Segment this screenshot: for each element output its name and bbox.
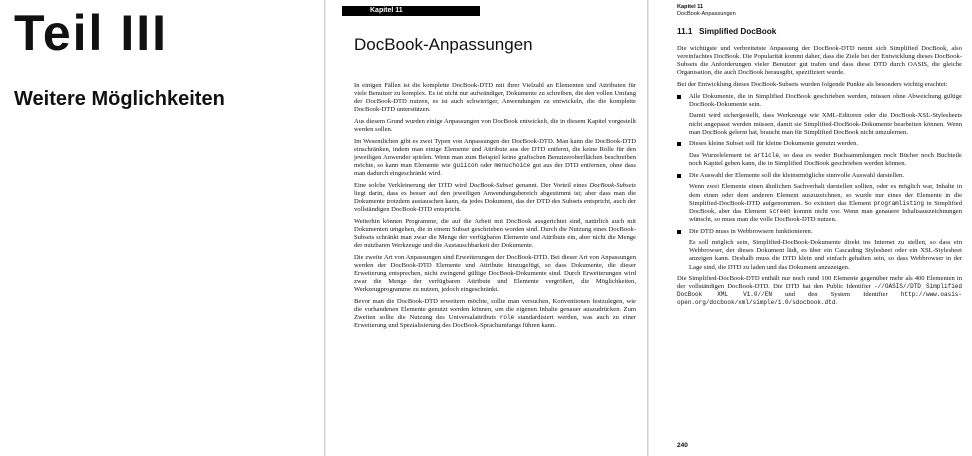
- part-title-page: [0, 0, 325, 456]
- section-page: [649, 0, 972, 456]
- running-header-title: DocBook-Anpassungen: [677, 11, 736, 17]
- list-item-text: Damit wird sichergestellt, dass Werkzeuge wie XML-Editoren oder die DocBook-XSL-Stylesheets nicht angepasst werden müssen, damit sie Simplified-DocBook-Dokumente bearbeiten können. Wenn man DocBook gelernt hat, braucht man für Simplified DocBook nicht umzulernen.: [689, 112, 962, 136]
- paragraph: Aus diesem Grund wurden einige Anpassungen von DocBook entwickelt, die in diesem Kapitel vorgestellt werden sollen.: [354, 117, 636, 134]
- list-item-text: Es soll möglich sein, Simplified-DocBook-Dokumente direkt ins Internet zu stellen, so dass ein Webbrowser, der dieses Dokument lädt, es über ein Cascading Stylesheet oder ein XSL-Stylesheet anzeigen kann. Deshalb muss die DTD klein und einfach gehalten sein, so dass Webbrowser in der Lage sind, die DTD zu laden und das Dokument anzuzeigen.: [689, 239, 962, 271]
- code-term: role: [499, 314, 515, 321]
- section-heading: [677, 27, 776, 36]
- code-term: -//OASIS//DTD Simplified DocBook XML V1.0//EN: [677, 283, 963, 299]
- code-term: menuchoice: [494, 162, 531, 170]
- chapter-body: [354, 82, 636, 334]
- part-subtitle: Weitere Möglichkeiten: [14, 88, 225, 110]
- paragraph: Bevor man die DocBook-DTD erweitern möchte, sollte man versuchen, Konventionen festzulegen, wie die vorhandenen Elemente genutzt werden können, um die eigenen Inhalte genauer auszudrücken. Zum Zweiten sollte die Nutzung des Universalattributs role standardisiert werden, was auch zu einer Erweiterung und Spezialisierung des DocBook-Sprachumfangs führen kann.: [354, 297, 636, 330]
- code-term: screen: [768, 207, 791, 215]
- code-term: article: [753, 152, 779, 159]
- paragraph: Die wichtigste und verbreitetste Anpassung der DocBook-DTD nennt sich Simplified DocBook, also vereinfachtes DocBook. Die Popularität kommt daher, dass die Ziele bei der Entwicklung dieses DocBook-Subsets die Anforderungen vieler Benutzer gut trafen und dass diese DTD durch OASIS, die gleiche Organisation, die auch DocBook herausgibt, spezifiziert wurde.: [677, 45, 962, 77]
- running-header-chapter: Kapitel 11: [677, 4, 704, 10]
- code-term: guiicon: [452, 162, 479, 170]
- running-header: [677, 4, 736, 18]
- list-item-text: Das Wurzelelement ist article, so dass es weder Buchsammlungen noch Bücher noch Buchteile noch Kapitel geben kann, die in Simplified DocBook geschrieben werden können.: [689, 152, 962, 168]
- paragraph: Weiterhin können Programme, die auf die Arbeit mit DocBook ausgerichtet sind, natürlich auch mit Dokumenten umgehen, die in einem Subset geschrieben worden sind. Durch die Nutzung eines DocBook-Subsets schränkt man zwar die Menge der verfügbaren Elemente und Attribute ein, aber nicht die Menge der nutzbaren Werkzeuge und die Austauschbarkeit der Dokumente.: [354, 217, 636, 250]
- chapter-title: DocBook-Anpassungen: [354, 35, 533, 54]
- code-term: programlisting: [873, 199, 924, 207]
- list-item-text: Wenn zwei Elemente einen ähnlichen Sachverhalt darstellen sollten, oder es möglich war, Inhalte in dem einen oder dem anderen Element auszuzeichnen, so wurde nur eines der Elemente in die Simplified-DocBook-DTD aufgenommen. So existiert das Element programlisting in Simplified DocBook, aber das Element screen kommt nicht vor. Wenn man genauere Inhaltsauszeichnungen wünscht, so muss man die volle DocBook-DTD nutzen.: [689, 183, 963, 223]
- chapter-label-bar: Kapitel 11: [342, 6, 480, 16]
- paragraph: In einigen Fällen ist die komplette DocBook-DTD mit ihrer Vielzahl an Elementen und Attributen für viele Benutzer zu komplex. Es ist nicht nur aufwändiger, Dokumente zu schreiben, die den vollen Umfang der DocBook-DTD nutzen, es ist auch schwieriger, Anwendungen zu entwickeln, die die komplette DocBook-DTD unterstützen.: [354, 82, 636, 114]
- list-item: Alle Dokumente, die in Simplified DocBook geschrieben werden, müssen ohne Abweichung gültige DocBook-Dokumente sein.: [677, 93, 962, 109]
- emphasis: DocBook-Subset: [469, 181, 514, 189]
- page-number: 240: [677, 442, 688, 449]
- section-number: 11.1: [677, 27, 693, 36]
- section-title: Simplified DocBook: [699, 27, 777, 36]
- paragraph: Eine solche Verkleinerung der DTD wird DocBook-Subset genannt. Der Vorteil eines DocBook-Subsets liegt darin, dass es besser auf den jeweiligen Anwendungsbereich abgestimmt ist; aber dass man die Dokumente trotzdem austauschen kann, da jedes Dokument, das der DTD des Subsets entspricht, auch der vollständigen DocBook-DTD entspricht.: [354, 181, 636, 214]
- list-item: Die Auswahl der Elemente soll die kleinstmögliche sinnvolle Auswahl darstellen.: [677, 172, 962, 180]
- emphasis: DocBook-Subsets: [589, 181, 636, 189]
- section-body: [677, 45, 962, 311]
- paragraph: Bei der Entwicklung dieses DocBook-Subsets wurden folgende Punkte als besonders wichtig erachtet:: [677, 80, 948, 88]
- paragraph: Im Wesentlichen gibt es zwei Typen von Anpassungen der DocBook-DTD. Man kann die DocBook-DTD einschränken, indem man einige Elemente und Attribute aus der DTD entfernt, die keine Rolle für den jeweiligen Anwender spielen. Wenn man zum Beispiel keine grafischen Benutzeroberflächen beschreiben möchte, so kann man Elemente wie guiicon oder menuchoice gut aus der DTD entfernen, ohne dass man dadurch eingeschränkt wird.: [354, 137, 636, 178]
- code-term: http://www.oasis-open.org/docbook/xml/simple/1.0/sdocbook.dtd: [677, 291, 962, 307]
- paragraph: Die zweite Art von Anpassungen sind Erweiterungen der DocBook-DTD. Bei dieser Art von Anpassungen werden der DocBook-DTD Elemente und Attribute hinzugefügt, so dass Dokumente, die dieser Erweiterung entsprechen, nicht zwingend gültige DocBook-Dokumente sind. Durch Erweiterungen wird zwar die Menge der verfügbaren Attribute und Elemente vergrößert, die Möglichkeiten, Werkzeugprogramme zu nutzen, jedoch eingeschränkt.: [354, 253, 636, 294]
- chapter-opening-page: [326, 0, 648, 456]
- part-title: Teil III: [14, 5, 168, 61]
- paragraph: Die Simplified-DocBook-DTD enthält nur noch rund 100 Elemente gegenüber mehr als 400 Elementen in der vollständigen DocBook-DTD. Die DTD hat den Public Identifier -//OASIS//DTD Simplified DocBook XML V1.0//EN und den System Identifier http://www.oasis-open.org/docbook/xml/simple/1.0/sdocbook.dtd.: [677, 275, 963, 307]
- list-item: Die DTD muss in Webbrowsern funktionieren.: [677, 228, 962, 236]
- list-item: Dieses kleine Subset soll für kleine Dokumente genutzt werden.: [677, 140, 962, 148]
